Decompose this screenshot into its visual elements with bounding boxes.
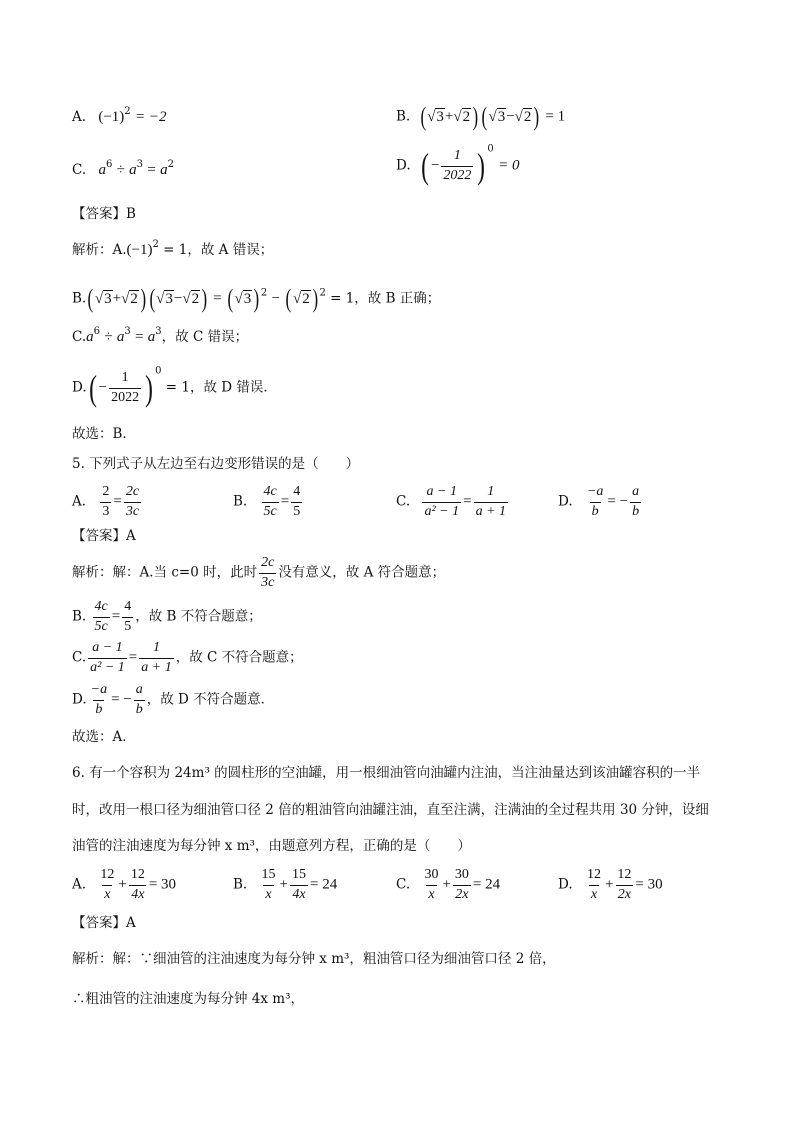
exp: 3 (155, 326, 162, 337)
question-stem: 时，改用一根口径为细油管口径 2 倍的粗油管向油罐注油，直至注满，注满油的全过程共用 30 分钟，设细 (72, 802, 709, 818)
plus: + (442, 876, 451, 893)
radicand: 2 (191, 290, 200, 307)
fraction (88, 641, 127, 675)
radicand: 3 (165, 290, 173, 307)
option-label: C. (396, 876, 411, 893)
option-label: A. (72, 109, 87, 125)
q5-option-d (558, 485, 643, 519)
option-label: C. (396, 493, 411, 510)
q5-explanation-d (72, 683, 274, 717)
fraction (89, 683, 109, 717)
denominator: a + 1 (475, 503, 507, 519)
q6-option-b (233, 868, 337, 902)
numerator: −a (586, 484, 604, 499)
explanation-rest: = 1，故 B 正确； (330, 290, 441, 307)
option-label: B. (233, 876, 248, 893)
numerator: 1 (152, 640, 160, 655)
q6-stem-line1 (72, 767, 700, 781)
minus: − (271, 290, 281, 307)
fraction (93, 600, 110, 634)
explanation-rest: ，故 C 不符合题意； (175, 649, 303, 666)
fraction (134, 683, 145, 717)
radicand: 2 (130, 290, 138, 307)
explanation-rest: 没有意义，故 A 符合题意； (278, 564, 446, 581)
denominator: a² − 1 (424, 503, 460, 519)
numerator: a − 1 (426, 484, 457, 499)
fraction (100, 485, 111, 519)
q5-explanation-c (72, 641, 303, 675)
numerator: 12 (130, 867, 145, 882)
rhs: = 30 (635, 876, 663, 893)
numerator: 12 (586, 867, 601, 882)
numerator: a (632, 484, 640, 499)
denominator: 2022 (111, 389, 140, 405)
minus: − (506, 108, 515, 125)
exp: 3 (124, 326, 131, 337)
question-stem: 5. 下列式子从左边至右边变形错误的是（ ） (72, 456, 360, 472)
fraction (630, 485, 641, 519)
q4-conclusion (72, 428, 136, 442)
numerator: 4c (263, 484, 277, 499)
exp: 0 (487, 143, 494, 155)
var-a: a (129, 162, 137, 178)
fraction (474, 485, 508, 519)
numerator: 12 (100, 867, 115, 882)
option-label: B. (233, 493, 248, 510)
exp: 6 (105, 159, 113, 170)
fraction (260, 868, 278, 902)
numerator: 4c (94, 599, 108, 614)
q6-explanation-2 (72, 993, 304, 1007)
q4-explanation-c (72, 326, 249, 345)
fraction (109, 371, 141, 405)
var-a: a (98, 162, 106, 178)
numerator: 1 (453, 147, 461, 163)
radicand: 3 (497, 108, 506, 125)
exp: 3 (136, 159, 144, 170)
eq-sign: = (147, 162, 156, 178)
radicand: 3 (243, 290, 252, 307)
conclusion-text: 故选：A． (72, 729, 136, 745)
q6-option-a (72, 868, 176, 902)
var-a: a (147, 329, 156, 345)
q5-option-a (72, 485, 143, 519)
q6-explanation-1 (72, 953, 556, 967)
numerator: 15 (261, 867, 276, 882)
option-d-rhs: = 0 (498, 157, 520, 174)
fraction (129, 868, 147, 902)
explanation-text: 解析：解：∵细油管的注油速度为每分钟 x m³，粗油管口径为细油管口径 2 倍， (72, 951, 556, 967)
explanation-prefix: C. (72, 329, 87, 345)
eq-sign: = (113, 493, 122, 510)
option-a-base: (−1) (98, 109, 125, 125)
q5-option-b (233, 485, 304, 519)
denominator: 2022 (443, 167, 472, 183)
radicand: 3 (104, 290, 112, 307)
numerator: −a (90, 682, 108, 697)
q6-stem-line3 (72, 840, 471, 854)
numerator: 2 (102, 484, 110, 499)
denominator: 4x (292, 886, 306, 902)
explanation-rest: = 1，故 D 错误． (165, 379, 277, 396)
numerator: 4 (293, 484, 301, 499)
fraction (98, 868, 116, 902)
answer-tag: 【答案】A (72, 915, 136, 931)
explanation-prefix: 解析：解：A.当 c=0 时，此时 (72, 564, 258, 581)
minus: − (430, 157, 440, 174)
numerator: 1 (487, 484, 495, 499)
numerator: a − 1 (92, 640, 123, 655)
radicand: 2 (462, 108, 471, 125)
rhs: = 24 (472, 876, 501, 893)
denominator: 5 (124, 618, 132, 634)
denominator: 2x (455, 886, 469, 902)
fraction (585, 485, 605, 519)
q4-explanation-b: B.( √3+√2) ( √3−√2) = ( √3) $^2$ − ( √2) $^2$ = 1，故 B 正确； (72, 284, 441, 313)
question-stem: 油管的注油速度为每分钟 x m³，由题意列方程，正确的是（ ） (72, 838, 471, 854)
explanation-rest: ，故 C 错误； (161, 329, 249, 345)
explanation-prefix: B. (72, 608, 87, 625)
fraction (122, 600, 133, 634)
explanation-rest: = 1，故 A 错误； (163, 242, 274, 258)
numerator: a (135, 682, 143, 697)
fraction (124, 485, 141, 519)
question-stem: 6. 有一个容积为 24m³ 的圆柱形的空油罐，用一根细油管向油罐内注油，当注油量达到该油罐容积的一半 (72, 765, 701, 781)
q4-option-a (72, 106, 167, 125)
q5-conclusion (72, 731, 136, 745)
rhs: = 24 (309, 876, 338, 893)
eq-sign: = (280, 493, 290, 510)
radicand: 2 (523, 108, 532, 125)
denominator: 3c (261, 574, 275, 590)
q5-explanation-a (72, 556, 445, 590)
denominator: 5c (94, 618, 108, 634)
eq-sign: = (128, 649, 138, 666)
fraction (290, 868, 308, 902)
denominator: 5 (293, 503, 301, 519)
explanation-prefix: D. (72, 379, 87, 396)
explanation-prefix: C. (72, 649, 87, 666)
denominator: x (428, 886, 435, 902)
q6-answer (72, 917, 136, 931)
denominator: 5c (263, 503, 277, 519)
expr: (−1) (126, 242, 153, 258)
option-label: D. (396, 157, 411, 174)
option-label: C. (72, 162, 87, 178)
eq-sign: = − (607, 493, 629, 510)
fraction (422, 485, 461, 519)
fraction (441, 149, 473, 183)
eq-sign: = (135, 329, 144, 345)
option-label: D. (558, 493, 573, 510)
option-a-rhs: = −2 (134, 109, 167, 125)
numerator: 1 (121, 369, 129, 385)
option-b-rhs: = 1 (545, 108, 566, 125)
numerator: 30 (454, 867, 469, 882)
radicand: 3 (436, 108, 444, 125)
denominator: 3 (102, 503, 110, 519)
option-label: B. (396, 108, 411, 125)
fraction (259, 556, 276, 590)
denominator: 2x (617, 886, 632, 902)
denominator: a + 1 (141, 659, 172, 675)
fraction (615, 868, 633, 902)
minus: − (173, 290, 183, 307)
fraction (291, 485, 302, 519)
var-a: a (160, 162, 168, 178)
eq-sign: = (463, 493, 472, 510)
answer-tag: 【答案】B (72, 206, 136, 222)
option-label: D. (558, 876, 573, 893)
conclusion-text: 故选：B． (72, 426, 136, 442)
var-a: a (116, 329, 125, 345)
numerator: 2c (261, 555, 275, 570)
denominator: b (135, 701, 143, 717)
q5-answer (72, 530, 136, 544)
fraction (453, 868, 471, 902)
q4-explanation-d: D.( − $\frac{1}{2022}$ ) $^0$ = 1，故 D 错误． (72, 365, 277, 408)
q6-option-d (558, 868, 663, 902)
q6-option-c (396, 868, 500, 902)
q4-explanation-a (72, 239, 274, 258)
plus: + (604, 876, 614, 893)
q4-option-d: D. ( − $\frac{1}{2022}$ ) $^0$ = 0 (396, 143, 520, 186)
numerator: 30 (424, 867, 439, 882)
explanation-text: ∴粗油管的注油速度为每分钟 4x m³， (72, 991, 304, 1007)
numerator: 2c (125, 484, 140, 499)
var-a: a (86, 329, 94, 345)
denominator: 3c (125, 503, 140, 519)
answer-tag: 【答案】A (72, 528, 136, 544)
exp: 2 (152, 239, 159, 250)
plus: + (118, 876, 127, 893)
exp: 0 (155, 365, 162, 377)
div-sign: ÷ (116, 162, 125, 178)
eq-sign: = − (111, 691, 132, 708)
exp: 6 (93, 326, 101, 337)
plus: + (279, 876, 288, 893)
fraction (422, 868, 440, 902)
eq-sign: = (111, 608, 121, 625)
plus: + (444, 108, 454, 125)
q4-answer (72, 208, 136, 222)
fraction (262, 485, 279, 519)
option-a-exponent: 2 (124, 106, 131, 117)
denominator: x (265, 886, 272, 902)
option-label: A. (72, 876, 87, 893)
option-label: A. (72, 493, 87, 510)
explanation-rest: ，故 D 不符合题意． (146, 691, 275, 708)
denominator: b (591, 503, 599, 519)
explanation-prefix: D. (72, 691, 87, 708)
div-sign: ÷ (104, 329, 113, 345)
q5-explanation-b (72, 600, 262, 634)
rhs: = 30 (148, 876, 177, 893)
denominator: 4x (131, 886, 145, 902)
explanation-prefix: B. (72, 290, 87, 307)
q5-option-c (396, 485, 510, 519)
denominator: a² − 1 (90, 659, 125, 675)
denominator: b (95, 701, 103, 717)
q4-option-b: B. ( √3+√2) ( √3−√2) = 1 (396, 102, 566, 131)
q4-option-c (72, 159, 174, 178)
q6-stem-line2 (72, 804, 709, 818)
plus: + (112, 290, 122, 307)
numerator: 15 (291, 867, 306, 882)
explanation-prefix: 解析：A. (72, 242, 127, 258)
fraction (139, 641, 173, 675)
eq-sign: = (213, 290, 222, 307)
numerator: 12 (617, 867, 632, 882)
numerator: 4 (124, 599, 132, 614)
explanation-rest: ，故 B 不符合题意； (135, 608, 262, 625)
minus: − (98, 379, 108, 396)
denominator: x (104, 886, 111, 902)
exp: 2 (167, 159, 174, 170)
denominator: b (632, 503, 640, 519)
fraction (585, 868, 603, 902)
q5-stem (72, 458, 359, 472)
radicand: 2 (302, 290, 310, 307)
denominator: x (590, 886, 598, 902)
